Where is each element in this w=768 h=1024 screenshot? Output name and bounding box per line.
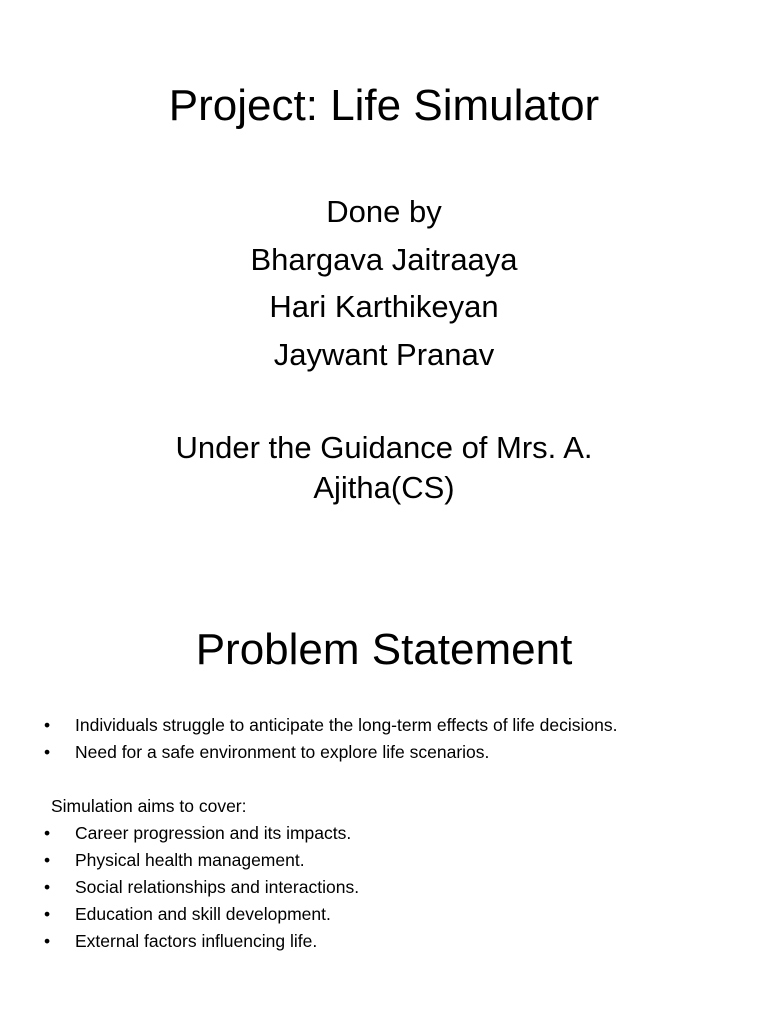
author-name: Bhargava Jaitraaya [250,241,518,277]
list-item [0,901,768,928]
problem-bullet-list [0,712,768,766]
authors-block [0,188,768,378]
done-by-label: Done by [326,194,442,229]
aims-bullet-list [0,820,768,955]
author-name: Hari Karthikeyan [269,289,499,324]
list-item-text: Physical health management. [75,850,305,870]
list-item-text: Individuals struggle to anticipate the long-term effects of life decisions. [75,715,618,735]
bullet-icon: • [44,877,51,897]
slide-title: Project: Life Simulator [168,81,600,130]
list-item [0,739,768,766]
list-item-text: Social relationships and interactions. [75,877,360,897]
bullet-icon: • [44,850,51,870]
aims-label: Simulation aims to cover: [51,796,247,816]
slide-title: Problem Statement [195,625,573,674]
problem-statement-slide [0,560,768,1024]
author-name: Jaywant Pranav [273,336,495,372]
bullet-icon: • [44,715,51,735]
list-item-text: External factors influencing life. [75,931,318,951]
list-item [0,847,768,874]
list-item-text: Need for a safe environment to explore life scenarios. [75,742,490,762]
list-item [0,712,768,739]
list-item [0,820,768,847]
bullet-icon: • [44,823,51,843]
list-item-text: Education and skill development. [75,904,331,924]
guidance-text: Under the Guidance of Mrs. A. Ajitha(CS) [175,430,593,505]
bullet-icon: • [44,742,51,762]
list-item-text: Career progression and its impacts. [75,823,352,843]
list-item [0,928,768,955]
list-item [0,874,768,901]
bullet-icon: • [44,904,51,924]
bullet-icon: • [44,931,51,951]
